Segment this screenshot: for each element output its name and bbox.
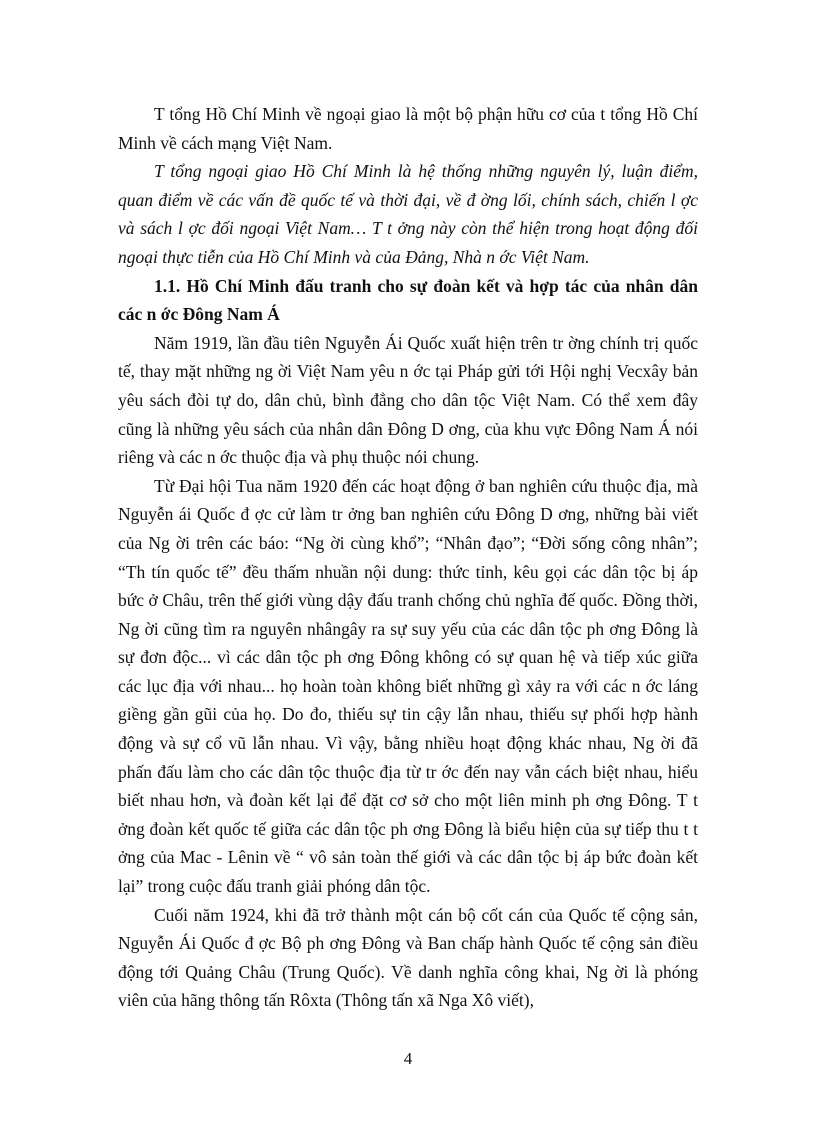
page-number: 4	[403, 1049, 413, 1068]
paragraph-definition: T tổng ngoại giao Hồ Chí Minh là hệ thống những nguyên lý, luận điểm, quan điểm về các vấn đề quốc tế và thời đại, về đ ờng lối, chính sách, chiến l ợc và sách l ợc đối ngoại Việt Nam… T t ởng này còn thể hiện trong hoạt động đối ngoại thực tiễn của Hồ Chí Minh và của Đảng, Nhà n ớc Việt Nam.	[118, 161, 698, 267]
paragraph-intro: T tổng Hồ Chí Minh về ngoại giao là một bộ phận hữu cơ của t tổng Hồ Chí Minh về cách mạng Việt Nam.	[118, 104, 698, 153]
paragraph-1919: Năm 1919, lần đầu tiên Nguyễn Ái Quốc xuất hiện trên tr ờng chính trị quốc tế, thay mặt những ng ời Việt Nam yêu n ớc tại Pháp gửi tới Hội nghị Vecxây bản yêu sách đòi tự do, dân chủ, bình đẳng cho dân tộc Việt Nam. Có thể xem đây cũng là những yêu sách của nhân dân Đông D ơng, của khu vực Đông Nam Á nói riêng và các n ớc thuộc địa và phụ thuộc nói chung.	[118, 332, 698, 468]
paragraph-1924: Cuối năm 1924, khi đã trở thành một cán bộ cốt cán của Quốc tế cộng sản, Nguyễn Ái Quốc đ ợc Bộ ph ơng Đông và Ban chấp hành Quốc tế cộng sản điều động tới Quảng Châu (Trung Quốc). Về danh nghĩa công khai, Ng ời là phóng viên của hãng thông tấn Rôxta (Thông tấn xã Nga Xô viết),	[118, 904, 698, 1011]
page-body	[118, 100, 698, 1015]
paragraph-1920: Từ Đại hội Tua năm 1920 đến các hoạt động ở ban nghiên cứu thuộc địa, mà Nguyễn ái Quốc đ ợc cử làm tr ởng ban nghiên cứu Đông D ơng, những bài viết của Ng ời trên các báo: “Ng ời cùng khổ”; “Nhân đạo”; “Đời sống công nhân”; “Th tín quốc tế” đều thấm nhuần nội dung: thức tỉnh, kêu gọi các dân tộc bị áp bức ở Châu, trên thế giới vùng dậy đấu tranh chống chủ nghĩa đế quốc. Đồng thời, Ng ời cũng tìm ra nguyên nhângây ra sự suy yếu của các dân tộc ph ơng Đông là sự đơn độc... vì các dân tộc ph ơng Đông không có sự quan hệ và tiếp xúc giữa các lục địa với nhau... họ hoàn toàn không biết những gì xảy ra với các n ớc láng giềng gần gũi của họ. Do đo, thiếu sự tin cậy lẫn nhau, thiếu sự phối hợp hành động và sự cổ vũ lẫn nhau. Vì vậy, bằng nhiều hoạt động khác nhau, Ng ời đã phấn đấu làm cho các dân tộc thuộc địa từ tr ớc đến nay vẫn cách biệt nhau, hiểu biết nhau hơn, và đoàn kết lại để đặt cơ sở cho một liên minh ph ơng Đông. T t ởng đoàn kết quốc tế giữa các dân tộc ph ơng Đông là biểu hiện của sự tiếp thu t t ởng của Mac - Lênin về “ vô sản toàn thế giới và các dân tộc bị áp bức đoàn kết lại” trong cuộc đấu tranh giải phóng dân tộc.	[118, 475, 698, 897]
section-heading: 1.1. Hồ Chí Minh đấu tranh cho sự đoàn kết và hợp tác của nhân dân các n ớc Đông Nam Á	[118, 275, 698, 325]
